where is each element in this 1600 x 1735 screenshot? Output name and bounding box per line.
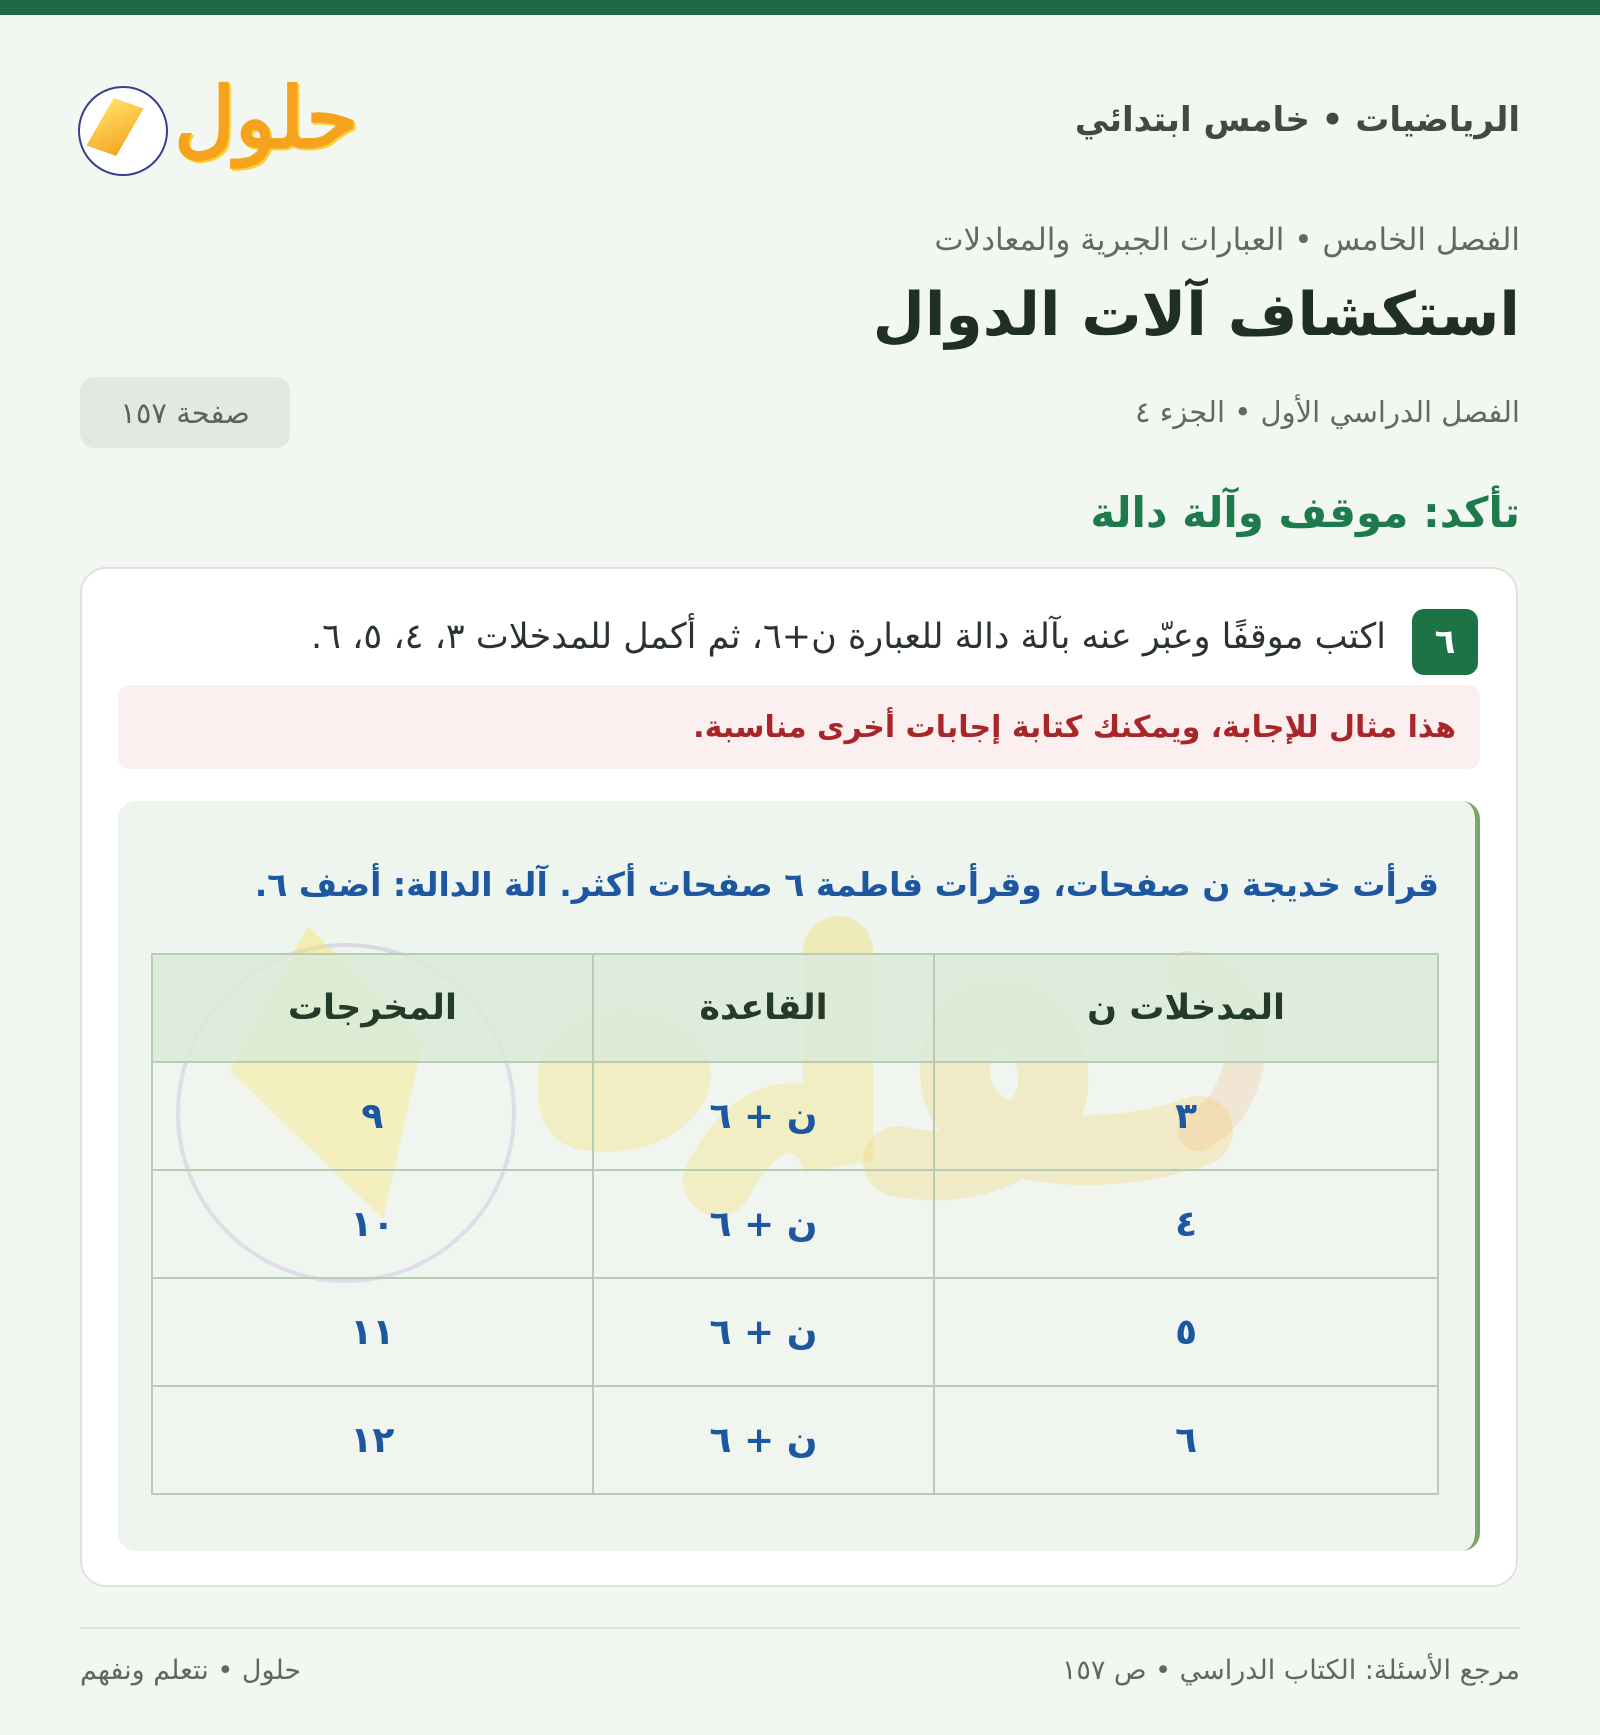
- section-heading: تأكد: موقف وآلة دالة: [1090, 488, 1520, 537]
- function-table: [151, 953, 1439, 1495]
- input-cell: ٥: [934, 1278, 1438, 1386]
- table-row: [152, 1278, 1438, 1386]
- logo-wordmark: حلول: [174, 68, 359, 167]
- output-cell: ٩: [152, 1062, 593, 1170]
- logo-emblem-icon: [78, 86, 168, 176]
- answer-note-text: هذا مثال للإجابة، ويمكنك كتابة إجابات أخرى مناسبة.: [693, 709, 1456, 745]
- answer-box: [118, 801, 1480, 1551]
- answer-scenario: قرأت خديجة ن صفحات، وقرأت فاطمة ٦ صفحات أكثر. آلة الدالة: أضف ٦.: [254, 865, 1439, 904]
- question-text: اكتب موقفًا وعبّر عنه بآلة دالة للعبارة ن+٦، ثم أكمل للمدخلات ٣، ٤، ٥، ٦.: [311, 617, 1386, 657]
- rule-cell: ن + ٦: [593, 1062, 934, 1170]
- term-label: الفصل الدراسي الأول • الجزء ٤: [1134, 395, 1520, 429]
- table-header-row: [152, 954, 1438, 1062]
- table-row: [152, 1062, 1438, 1170]
- column-header-input: المدخلات ن: [934, 954, 1438, 1062]
- question-card: [80, 567, 1518, 1587]
- lesson-title: استكشاف آلات الدوال: [872, 280, 1520, 350]
- output-cell: ١١: [152, 1278, 593, 1386]
- output-cell: ١٢: [152, 1386, 593, 1494]
- answer-note: [118, 685, 1480, 769]
- subject-grade-label: الرياضيات • خامس ابتدائي: [1074, 100, 1520, 140]
- table-row: [152, 1170, 1438, 1278]
- input-cell: ٤: [934, 1170, 1438, 1278]
- column-header-output: المخرجات: [152, 954, 593, 1062]
- input-cell: ٣: [934, 1062, 1438, 1170]
- table-row: [152, 1386, 1438, 1494]
- footer-reference: مرجع الأسئلة: الكتاب الدراسي • ص ١٥٧: [1061, 1655, 1520, 1686]
- column-header-rule: القاعدة: [593, 954, 934, 1062]
- footer-brand: حلول • نتعلم ونفهم: [80, 1655, 302, 1686]
- rule-cell: ن + ٦: [593, 1170, 934, 1278]
- question-number-badge: ٦: [1412, 609, 1478, 675]
- rule-cell: ن + ٦: [593, 1386, 934, 1494]
- page-number-badge: صفحة ١٥٧: [80, 377, 290, 448]
- rule-cell: ن + ٦: [593, 1278, 934, 1386]
- output-cell: ١٠: [152, 1170, 593, 1278]
- top-accent-bar: [0, 0, 1600, 15]
- site-logo[interactable]: [78, 62, 358, 182]
- input-cell: ٦: [934, 1386, 1438, 1494]
- footer-divider: [80, 1627, 1520, 1629]
- chapter-breadcrumb: الفصل الخامس • العبارات الجبرية والمعادلات: [934, 222, 1520, 258]
